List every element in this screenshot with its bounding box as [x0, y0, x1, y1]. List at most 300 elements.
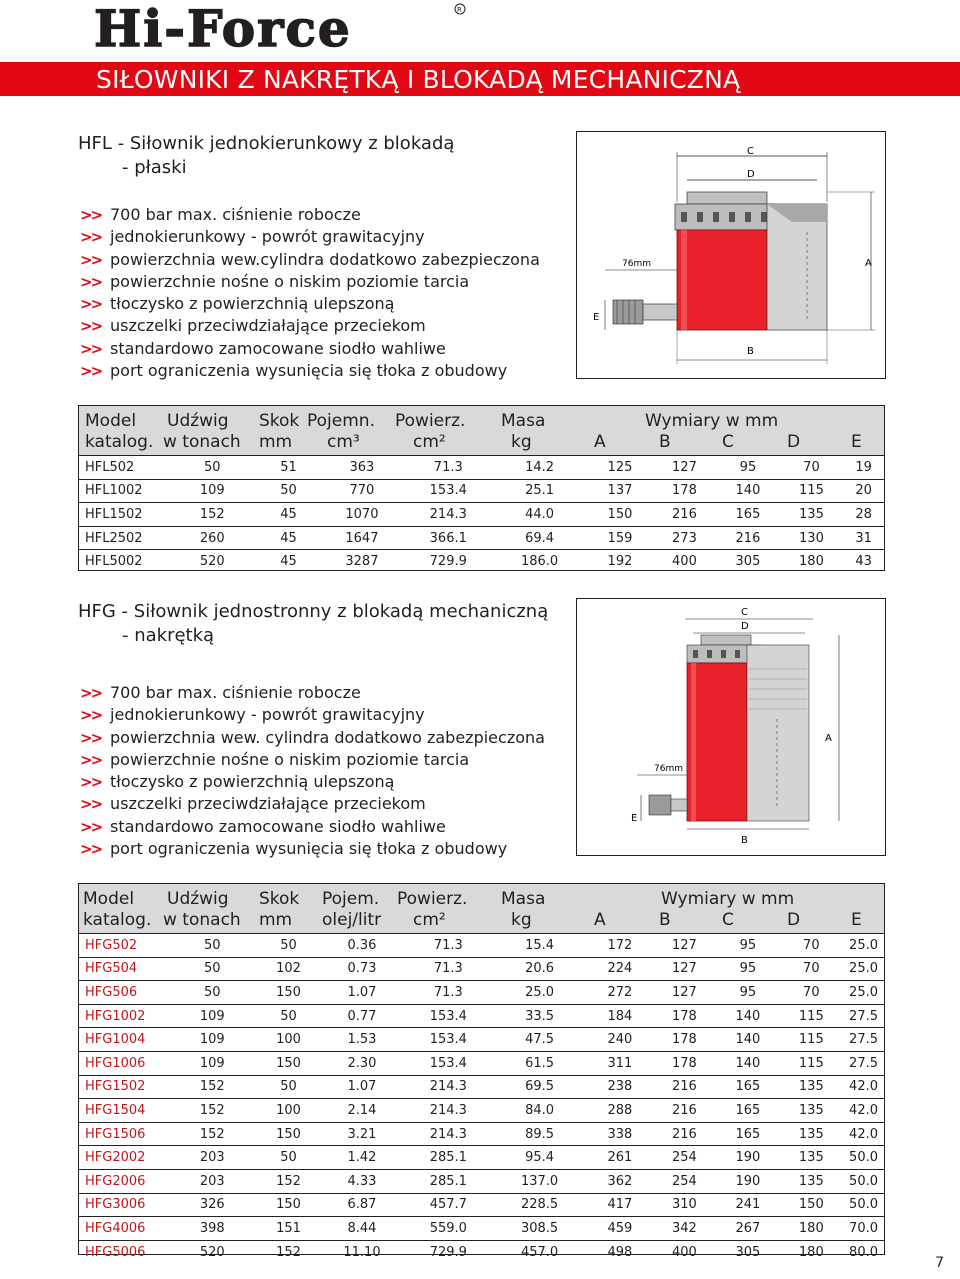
table-row	[79, 1193, 884, 1217]
model-cell: HFG1502	[79, 1075, 167, 1099]
value-cell: 115	[780, 479, 844, 503]
hdr-weight: Masa	[501, 411, 546, 431]
value-cell: 152	[167, 1075, 258, 1099]
section2-title	[78, 600, 548, 648]
value-cell: 186.0	[492, 550, 587, 573]
value-cell: 140	[716, 1051, 779, 1075]
value-cell: 100	[258, 1028, 320, 1052]
value-cell: 127	[653, 456, 717, 480]
section1-features	[80, 204, 540, 382]
value-cell: 42.0	[843, 1099, 884, 1123]
model-cell: HFG5006	[79, 1240, 167, 1263]
double-chevron-icon: >>	[80, 228, 102, 247]
feature-text: powierzchnie nośne o niskim poziomie tarcia	[110, 271, 470, 291]
feature-text: 700 bar max. ciśnienie robocze	[110, 205, 361, 224]
value-cell: 70.0	[843, 1217, 884, 1241]
value-cell: 1.42	[319, 1146, 404, 1170]
hdr-c: C	[722, 432, 734, 452]
dim-d-label-2: D	[741, 621, 749, 632]
hdr-e: E	[851, 432, 862, 452]
value-cell: 20.6	[492, 957, 587, 981]
feature-item	[80, 249, 540, 271]
value-cell: 366.1	[405, 526, 492, 550]
value-cell: 71.3	[405, 957, 492, 981]
hdr-volume-2: cm³	[327, 432, 360, 452]
value-cell: 203	[167, 1169, 258, 1193]
value-cell: 42.0	[843, 1122, 884, 1146]
feature-text: port ograniczenia wysunięcia się tłoka z obudowy	[110, 361, 508, 381]
table-row	[79, 1122, 884, 1146]
port-dim-label-2: 76mm	[654, 764, 683, 774]
value-cell: 135	[780, 1075, 843, 1099]
value-cell: 729.9	[405, 1240, 492, 1263]
double-chevron-icon: >>	[80, 840, 102, 859]
value-cell: 165	[716, 1075, 779, 1099]
value-cell: 3.21	[319, 1122, 404, 1146]
value-cell: 109	[167, 1028, 258, 1052]
hdr2-weight: Masa	[501, 889, 546, 909]
double-chevron-icon: >>	[80, 317, 102, 336]
value-cell: 20	[843, 479, 884, 503]
double-chevron-icon: >>	[80, 362, 102, 381]
value-cell: 27.5	[843, 1051, 884, 1075]
value-cell: 70	[780, 456, 844, 480]
double-chevron-icon: >>	[80, 339, 102, 358]
value-cell: 135	[780, 1099, 843, 1123]
value-cell: 115	[780, 1051, 843, 1075]
value-cell: 70	[780, 957, 843, 981]
value-cell: 135	[780, 1146, 843, 1170]
model-cell: HFG3006	[79, 1193, 167, 1217]
feature-text: standardowo zamocowane siodło wahliwe	[110, 338, 446, 358]
hdr-dimensions: Wymiary w mm	[645, 411, 779, 431]
value-cell: 285.1	[405, 1169, 492, 1193]
value-cell: 8.44	[319, 1217, 404, 1241]
feature-text: uszczelki przeciwdziałające przeciekom	[110, 316, 426, 336]
value-cell: 84.0	[492, 1099, 587, 1123]
table-row	[79, 934, 884, 958]
value-cell: 27.5	[843, 1028, 884, 1052]
value-cell: 25.0	[843, 981, 884, 1005]
hdr2-volume: Pojem.	[322, 889, 380, 909]
value-cell: 288	[587, 1099, 652, 1123]
dim-b-label: B	[747, 346, 754, 357]
value-cell: 180	[780, 1240, 843, 1263]
value-cell: 127	[653, 981, 716, 1005]
feature-item	[80, 771, 545, 793]
value-cell: 61.5	[492, 1051, 587, 1075]
hdr2-a: A	[594, 910, 606, 930]
hfg-table-header	[79, 884, 884, 933]
page-number: 7	[935, 1255, 944, 1271]
value-cell: 42.0	[843, 1075, 884, 1099]
table-row	[79, 1028, 884, 1052]
value-cell: 50.0	[843, 1193, 884, 1217]
double-chevron-icon: >>	[80, 773, 102, 792]
value-cell: 520	[167, 550, 258, 573]
hfl-spec-table	[78, 405, 885, 571]
double-chevron-icon: >>	[80, 817, 102, 836]
value-cell: 338	[587, 1122, 652, 1146]
value-cell: 152	[167, 1122, 258, 1146]
value-cell: 50	[167, 456, 258, 480]
value-cell: 224	[587, 957, 652, 981]
section2-title-line1: HFG - Siłownik jednostronny z blokadą mechaniczną	[78, 601, 549, 622]
value-cell: 4.33	[319, 1169, 404, 1193]
value-cell: 520	[167, 1240, 258, 1263]
table-row	[79, 1004, 884, 1028]
brand-logo	[92, 2, 472, 52]
value-cell: 457.0	[492, 1240, 587, 1263]
value-cell: 28	[843, 503, 884, 527]
value-cell: 137	[587, 479, 652, 503]
feature-item	[80, 315, 540, 337]
value-cell: 140	[716, 1004, 779, 1028]
double-chevron-icon: >>	[80, 750, 102, 769]
value-cell: 152	[258, 1169, 320, 1193]
value-cell: 50	[258, 1075, 320, 1099]
hdr2-b: B	[659, 910, 671, 930]
hdr2-dimensions: Wymiary w mm	[661, 889, 795, 909]
value-cell: 3287	[319, 550, 404, 573]
value-cell: 165	[716, 503, 780, 527]
value-cell: 203	[167, 1146, 258, 1170]
dim-d-label: D	[747, 169, 755, 180]
table-row	[79, 957, 884, 981]
value-cell: 457.7	[405, 1193, 492, 1217]
value-cell: 25.0	[843, 957, 884, 981]
value-cell: 400	[653, 1240, 716, 1263]
value-cell: 109	[167, 1051, 258, 1075]
value-cell: 43	[843, 550, 884, 573]
feature-text: jednokierunkowy - powrót grawitacyjny	[110, 227, 425, 247]
dim-a-label: A	[865, 258, 872, 269]
hdr2-c: C	[722, 910, 734, 930]
value-cell: 326	[167, 1193, 258, 1217]
table-row	[79, 1051, 884, 1075]
value-cell: 150	[258, 1193, 320, 1217]
value-cell: 33.5	[492, 1004, 587, 1028]
feature-text: uszczelki przeciwdziałające przeciekom	[110, 794, 426, 814]
value-cell: 50	[258, 934, 320, 958]
value-cell: 254	[653, 1146, 716, 1170]
dim-c-label-2: C	[741, 607, 748, 618]
model-cell: HFG1504	[79, 1099, 167, 1123]
value-cell: 15.4	[492, 934, 587, 958]
value-cell: 417	[587, 1193, 652, 1217]
value-cell: 150	[258, 1051, 320, 1075]
double-chevron-icon: >>	[80, 272, 102, 291]
value-cell: 261	[587, 1146, 652, 1170]
value-cell: 770	[319, 479, 404, 503]
feature-text: tłoczysko z powierzchnią ulepszoną	[110, 772, 395, 792]
value-cell: 50	[167, 981, 258, 1005]
value-cell: 95	[716, 957, 779, 981]
feature-item	[80, 704, 545, 726]
value-cell: 50	[167, 957, 258, 981]
value-cell: 69.5	[492, 1075, 587, 1099]
value-cell: 0.77	[319, 1004, 404, 1028]
hdr-model: Model	[85, 411, 137, 431]
value-cell: 140	[716, 1028, 779, 1052]
value-cell: 27.5	[843, 1004, 884, 1028]
value-cell: 342	[653, 1217, 716, 1241]
value-cell: 1.07	[319, 981, 404, 1005]
hdr2-capacity: Udźwig	[167, 889, 229, 909]
value-cell: 1.53	[319, 1028, 404, 1052]
value-cell: 1.07	[319, 1075, 404, 1099]
value-cell: 178	[653, 1051, 716, 1075]
table-row	[79, 456, 884, 480]
value-cell: 178	[653, 1028, 716, 1052]
value-cell: 135	[780, 1122, 843, 1146]
model-cell: HFL1002	[79, 479, 167, 503]
feature-text: powierzchnia wew.cylindra dodatkowo zabezpieczona	[110, 249, 540, 269]
value-cell: 25.1	[492, 479, 587, 503]
value-cell: 214.3	[405, 503, 492, 527]
value-cell: 2.30	[319, 1051, 404, 1075]
value-cell: 729.9	[405, 550, 492, 573]
hdr-b: B	[659, 432, 671, 452]
value-cell: 31	[843, 526, 884, 550]
value-cell: 115	[780, 1028, 843, 1052]
value-cell: 150	[258, 1122, 320, 1146]
value-cell: 71.3	[405, 456, 492, 480]
value-cell: 137.0	[492, 1169, 587, 1193]
value-cell: 192	[587, 550, 652, 573]
hdr-weight-2: kg	[511, 432, 532, 452]
value-cell: 152	[167, 1099, 258, 1123]
hdr2-volume-2: olej/litr	[322, 910, 382, 930]
value-cell: 70	[780, 981, 843, 1005]
value-cell: 130	[780, 526, 844, 550]
svg-text:R: R	[457, 6, 462, 14]
value-cell: 260	[167, 526, 258, 550]
value-cell: 238	[587, 1075, 652, 1099]
feature-text: powierzchnie nośne o niskim poziomie tarcia	[110, 749, 470, 769]
value-cell: 1070	[319, 503, 404, 527]
hdr-d: D	[787, 432, 801, 452]
table-row	[79, 1099, 884, 1123]
table-row	[79, 1217, 884, 1241]
section2-features	[80, 682, 545, 860]
feature-item	[80, 204, 540, 226]
feature-item	[80, 293, 540, 315]
value-cell: 95	[716, 934, 779, 958]
value-cell: 0.73	[319, 957, 404, 981]
hfg-diagram	[576, 598, 886, 856]
value-cell: 153.4	[405, 1004, 492, 1028]
value-cell: 11.10	[319, 1240, 404, 1263]
value-cell: 362	[587, 1169, 652, 1193]
value-cell: 109	[167, 479, 258, 503]
value-cell: 152	[258, 1240, 320, 1263]
hdr2-d: D	[787, 910, 801, 930]
hdr-area: Powierz.	[395, 411, 466, 431]
dim-a-label-2: A	[825, 733, 832, 744]
value-cell: 216	[653, 1122, 716, 1146]
section1-title	[78, 132, 454, 180]
value-cell: 50	[258, 1004, 320, 1028]
value-cell: 178	[653, 479, 717, 503]
value-cell: 363	[319, 456, 404, 480]
value-cell: 305	[716, 1240, 779, 1263]
value-cell: 254	[653, 1169, 716, 1193]
value-cell: 6.87	[319, 1193, 404, 1217]
value-cell: 0.36	[319, 934, 404, 958]
feature-text: port ograniczenia wysunięcia się tłoka z obudowy	[110, 839, 508, 859]
value-cell: 216	[653, 1099, 716, 1123]
value-cell: 71.3	[405, 934, 492, 958]
value-cell: 216	[716, 526, 780, 550]
value-cell: 50	[167, 934, 258, 958]
table-row	[79, 550, 884, 573]
value-cell: 214.3	[405, 1099, 492, 1123]
model-cell: HFG1004	[79, 1028, 167, 1052]
section1-title-line1: HFL - Siłownik jednokierunkowy z blokadą	[78, 133, 455, 154]
value-cell: 151	[258, 1217, 320, 1241]
value-cell: 69.4	[492, 526, 587, 550]
model-cell: HFG2006	[79, 1169, 167, 1193]
value-cell: 216	[653, 1075, 716, 1099]
value-cell: 89.5	[492, 1122, 587, 1146]
hdr-stroke-2: mm	[259, 432, 293, 452]
model-cell: HFG1002	[79, 1004, 167, 1028]
value-cell: 559.0	[405, 1217, 492, 1241]
value-cell: 172	[587, 934, 652, 958]
hdr2-stroke: Skok	[259, 889, 300, 909]
brand-logo-text: Hi-Force	[94, 2, 352, 52]
dim-c-label: C	[747, 146, 754, 157]
model-cell: HFL1502	[79, 503, 167, 527]
value-cell: 2.14	[319, 1099, 404, 1123]
value-cell: 71.3	[405, 981, 492, 1005]
double-chevron-icon: >>	[80, 684, 102, 702]
hdr2-capacity-2: w tonach	[163, 910, 241, 930]
hdr2-weight-2: kg	[511, 910, 532, 930]
value-cell: 135	[780, 503, 844, 527]
value-cell: 308.5	[492, 1217, 587, 1241]
value-cell: 228.5	[492, 1193, 587, 1217]
value-cell: 153.4	[405, 479, 492, 503]
double-chevron-icon: >>	[80, 206, 102, 224]
value-cell: 80.0	[843, 1240, 884, 1263]
value-cell: 70	[780, 934, 843, 958]
hdr-a: A	[594, 432, 606, 452]
value-cell: 216	[653, 503, 717, 527]
double-chevron-icon: >>	[80, 728, 102, 747]
value-cell: 165	[716, 1099, 779, 1123]
value-cell: 109	[167, 1004, 258, 1028]
feature-item	[80, 682, 545, 704]
value-cell: 44.0	[492, 503, 587, 527]
value-cell: 310	[653, 1193, 716, 1217]
value-cell: 311	[587, 1051, 652, 1075]
double-chevron-icon: >>	[80, 795, 102, 814]
feature-text: jednokierunkowy - powrót grawitacyjny	[110, 705, 425, 725]
feature-text: 700 bar max. ciśnienie robocze	[110, 683, 361, 702]
model-cell: HFG502	[79, 934, 167, 958]
value-cell: 400	[653, 550, 717, 573]
table-row	[79, 1169, 884, 1193]
hdr-capacity: Udźwig	[167, 411, 229, 431]
hdr2-model-2: katalog.	[83, 910, 152, 930]
value-cell: 100	[258, 1099, 320, 1123]
value-cell: 267	[716, 1217, 779, 1241]
hdr-stroke: Skok	[259, 411, 300, 431]
table-row	[79, 1146, 884, 1170]
value-cell: 25.0	[492, 981, 587, 1005]
hdr-area-2: cm²	[413, 432, 446, 452]
double-chevron-icon: >>	[80, 250, 102, 269]
value-cell: 150	[587, 503, 652, 527]
value-cell: 50.0	[843, 1169, 884, 1193]
value-cell: 153.4	[405, 1051, 492, 1075]
value-cell: 1647	[319, 526, 404, 550]
model-cell: HFG504	[79, 957, 167, 981]
feature-item	[80, 338, 540, 360]
value-cell: 45	[258, 526, 319, 550]
value-cell: 153.4	[405, 1028, 492, 1052]
feature-item	[80, 271, 540, 293]
model-cell: HFL2502	[79, 526, 167, 550]
feature-item	[80, 360, 540, 382]
feature-item	[80, 838, 545, 860]
hdr-model-2: katalog.	[85, 432, 154, 452]
value-cell: 45	[258, 550, 319, 573]
page-title: SIŁOWNIKI Z NAKRĘTKĄ I BLOKADĄ MECHANICZNĄ	[96, 65, 741, 94]
value-cell: 50	[258, 479, 319, 503]
hfg-spec-table	[78, 883, 885, 1260]
port-dim-label: 76mm	[622, 259, 651, 269]
value-cell: 47.5	[492, 1028, 587, 1052]
value-cell: 180	[780, 1217, 843, 1241]
feature-text: standardowo zamocowane siodło wahliwe	[110, 816, 446, 836]
value-cell: 180	[780, 550, 844, 573]
value-cell: 140	[716, 479, 780, 503]
value-cell: 102	[258, 957, 320, 981]
model-cell: HFG2002	[79, 1146, 167, 1170]
value-cell: 50.0	[843, 1146, 884, 1170]
value-cell: 135	[780, 1169, 843, 1193]
value-cell: 50	[258, 1146, 320, 1170]
value-cell: 115	[780, 1004, 843, 1028]
value-cell: 150	[780, 1193, 843, 1217]
section2-title-line2: - nakrętką	[122, 625, 215, 646]
value-cell: 498	[587, 1240, 652, 1263]
feature-item	[80, 727, 545, 749]
value-cell: 240	[587, 1028, 652, 1052]
value-cell: 214.3	[405, 1075, 492, 1099]
model-cell: HFG1006	[79, 1051, 167, 1075]
value-cell: 45	[258, 503, 319, 527]
feature-item	[80, 749, 545, 771]
feature-text: tłoczysko z powierzchnią ulepszoną	[110, 294, 395, 314]
hdr2-e: E	[851, 910, 862, 930]
value-cell: 19	[843, 456, 884, 480]
value-cell: 241	[716, 1193, 779, 1217]
table-row	[79, 479, 884, 503]
section1-title-line2: - płaski	[122, 157, 187, 178]
value-cell: 190	[716, 1146, 779, 1170]
double-chevron-icon: >>	[80, 295, 102, 314]
dim-e-label-2: E	[631, 813, 638, 824]
value-cell: 184	[587, 1004, 652, 1028]
value-cell: 214.3	[405, 1122, 492, 1146]
value-cell: 305	[716, 550, 780, 573]
value-cell: 178	[653, 1004, 716, 1028]
value-cell: 459	[587, 1217, 652, 1241]
